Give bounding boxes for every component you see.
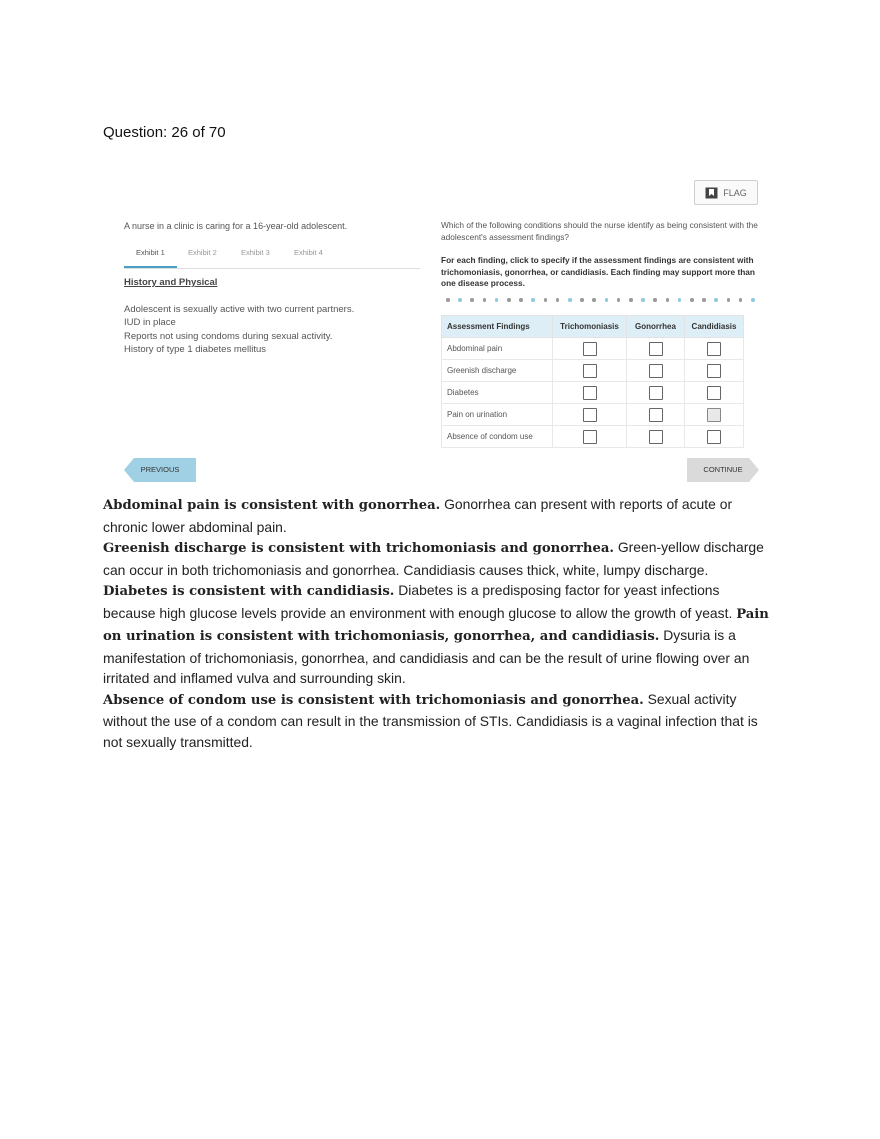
flag-button[interactable] bbox=[694, 180, 758, 205]
column-header: Assessment Findings bbox=[442, 316, 553, 338]
divider-dots bbox=[446, 298, 762, 304]
column-header: Gonorrhea bbox=[627, 316, 685, 338]
divider-dot bbox=[470, 298, 474, 302]
checkbox-trichomoniasis[interactable] bbox=[583, 386, 597, 400]
tab-exhibit-1[interactable]: Exhibit 1 bbox=[136, 248, 165, 257]
finding-label: Diabetes bbox=[442, 382, 553, 404]
divider-dot bbox=[544, 298, 548, 302]
flag-label: FLAG bbox=[723, 187, 747, 198]
answer-explanation bbox=[103, 494, 775, 752]
finding-label: Greenish discharge bbox=[442, 360, 553, 382]
explanation-text: Diabetes is a predisposing factor for yeast infections because high glucose levels provide an environment with enough glucose to allow the growth of yeast. bbox=[103, 582, 737, 621]
instruction-text: For each finding, click to specify if the assessment findings are consistent with trichomoniasis, gonorrhea, or candidiasis. Each finding may support more than one disease process. bbox=[441, 255, 755, 288]
case-intro: A nurse in a clinic is caring for a 16-year-old adolescent. bbox=[124, 221, 348, 231]
history-line: Reports not using condoms during sexual activity. bbox=[124, 330, 333, 342]
previous-label: PREVIOUS bbox=[140, 465, 180, 474]
divider-dot bbox=[458, 298, 462, 302]
checkbox-trichomoniasis[interactable] bbox=[583, 342, 597, 356]
history-title: History and Physical bbox=[124, 277, 218, 288]
divider-dot bbox=[666, 298, 670, 302]
checkbox-candidiasis[interactable] bbox=[707, 386, 721, 400]
tab-exhibit-2[interactable]: Exhibit 2 bbox=[188, 248, 217, 257]
divider-dot bbox=[702, 298, 706, 302]
history-line: History of type 1 diabetes mellitus bbox=[124, 343, 267, 355]
divider-dot bbox=[678, 298, 682, 302]
divider-dot bbox=[605, 298, 609, 302]
explanation-heading: Abdominal pain is consistent with gonorrhea. bbox=[103, 498, 441, 513]
history-list bbox=[124, 303, 354, 356]
explanation-text: Gonorrhea can present with reports of acute or chronic lower abdominal pain. bbox=[103, 496, 733, 535]
checkbox-trichomoniasis[interactable] bbox=[583, 430, 597, 444]
checkbox-candidiasis[interactable] bbox=[707, 430, 721, 444]
table-row bbox=[442, 382, 744, 404]
history-line: IUD in place bbox=[124, 317, 176, 329]
divider-dot bbox=[531, 298, 535, 302]
checkbox-trichomoniasis[interactable] bbox=[583, 364, 597, 378]
divider-dot bbox=[727, 298, 731, 302]
bookmark-icon bbox=[705, 187, 718, 199]
column-header: Candidiasis bbox=[685, 316, 744, 338]
divider-dot bbox=[641, 298, 645, 302]
divider-dot bbox=[653, 298, 657, 302]
active-tab-indicator bbox=[124, 266, 177, 268]
explanation-heading: Pain on urination is consistent with trichomoniasis, gonorrhea, and candidiasis. bbox=[103, 606, 769, 644]
checkbox-gonorrhea[interactable] bbox=[649, 430, 663, 444]
divider-dot bbox=[556, 298, 560, 302]
question-text: Which of the following conditions should the nurse identify as being consistent with the adolescent's assessment findings? bbox=[441, 220, 758, 242]
checkbox-trichomoniasis[interactable] bbox=[583, 408, 597, 422]
checkbox-gonorrhea[interactable] bbox=[649, 342, 663, 356]
tab-exhibit-3[interactable]: Exhibit 3 bbox=[241, 248, 270, 257]
continue-button[interactable] bbox=[687, 458, 759, 482]
explanation-text: Dysuria is a manifestation of trichomoniasis, gonorrhea, and candidiasis and can be the result of urine flowing over an irritated and inflamed vulva and surrounding skin. bbox=[103, 627, 750, 686]
history-line: Adolescent is sexually active with two current partners. bbox=[124, 304, 355, 315]
divider-dot bbox=[580, 298, 584, 302]
divider-dot bbox=[446, 298, 450, 302]
divider-dot bbox=[483, 298, 487, 302]
checkbox-candidiasis[interactable] bbox=[707, 408, 721, 422]
divider-dot bbox=[690, 298, 694, 302]
exhibit-tabs bbox=[124, 248, 420, 269]
checkbox-gonorrhea[interactable] bbox=[649, 386, 663, 400]
explanation-heading: Diabetes is consistent with candidiasis. bbox=[103, 584, 395, 599]
explanation-paragraph bbox=[103, 689, 775, 753]
finding-label: Absence of condom use bbox=[442, 426, 553, 448]
explanation-heading: Absence of condom use is consistent with trichomoniasis and gonorrhea. bbox=[103, 692, 644, 708]
divider-dot bbox=[617, 298, 621, 302]
explanation-paragraph bbox=[103, 537, 775, 689]
divider-dot bbox=[519, 298, 523, 302]
column-header: Trichomoniasis bbox=[553, 316, 627, 338]
explanation-heading: Greenish discharge is consistent with trichomoniasis and gonorrhea. bbox=[103, 541, 615, 556]
divider-dot bbox=[739, 298, 743, 302]
finding-label: Abdominal pain bbox=[442, 338, 553, 360]
tab-exhibit-4[interactable]: Exhibit 4 bbox=[294, 248, 323, 257]
table-row bbox=[442, 404, 744, 426]
explanation-text: Sexual activity without the use of a condom can result in the transmission of STIs. Candidiasis is a vaginal infection that is not sexually transmitted. bbox=[103, 690, 758, 750]
exam-screenshot bbox=[109, 176, 795, 488]
checkbox-gonorrhea[interactable] bbox=[649, 364, 663, 378]
assessment-table bbox=[441, 315, 744, 448]
previous-button[interactable] bbox=[124, 458, 196, 482]
checkbox-candidiasis[interactable] bbox=[707, 364, 721, 378]
checkbox-gonorrhea[interactable] bbox=[649, 408, 663, 422]
divider-dot bbox=[507, 298, 511, 302]
divider-dot bbox=[568, 298, 572, 302]
question-counter: Question: 26 of 70 bbox=[103, 124, 226, 141]
divider-dot bbox=[495, 298, 499, 302]
table-row bbox=[442, 360, 744, 382]
divider-dot bbox=[629, 298, 633, 302]
divider-dot bbox=[751, 298, 755, 302]
table-row bbox=[442, 338, 744, 360]
continue-label: CONTINUE bbox=[703, 465, 743, 474]
explanation-text: Green-yellow discharge can occur in both trichomoniasis and gonorrhea. Candidiasis causes thick, white, lumpy discharge. bbox=[103, 539, 764, 578]
checkbox-candidiasis[interactable] bbox=[707, 342, 721, 356]
divider-dot bbox=[714, 298, 718, 302]
explanation-paragraph bbox=[103, 494, 775, 537]
finding-label: Pain on urination bbox=[442, 404, 553, 426]
divider-dot bbox=[592, 298, 596, 302]
table-row bbox=[442, 426, 744, 448]
